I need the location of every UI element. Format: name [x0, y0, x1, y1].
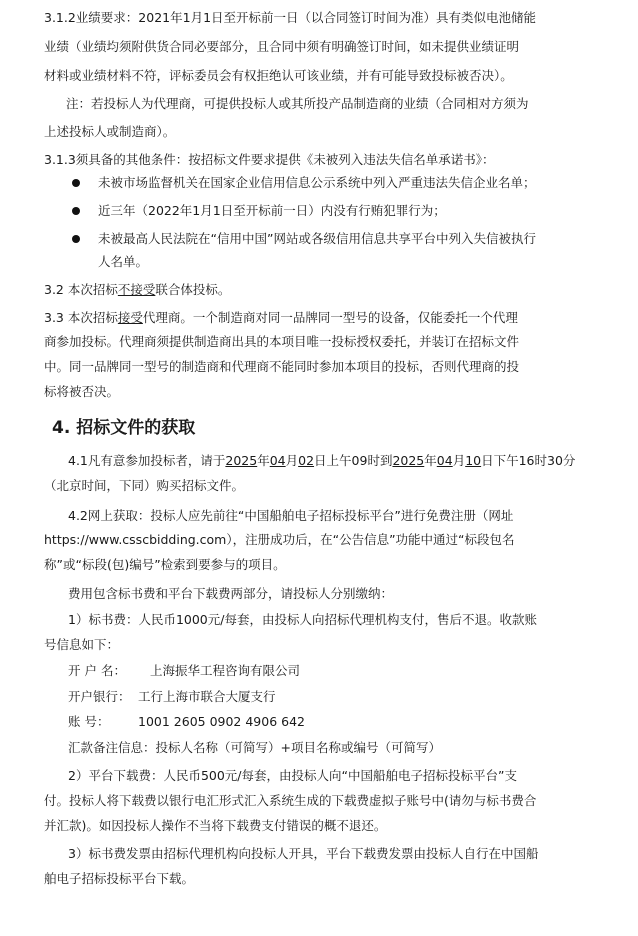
section-3-3-underlined: 接受 [117, 310, 143, 325]
section-3-2-prefix: 3.2 本次招标 [44, 282, 118, 297]
text: 月 [452, 453, 466, 468]
section-4-1-line-1 [68, 451, 575, 471]
bullet-item [72, 226, 602, 252]
bullet-dot-icon [72, 235, 80, 243]
account-number-row [68, 712, 305, 732]
bank-label: 开户银行： [68, 689, 131, 704]
note-line-2: 上述投标人或制造商）。 [44, 124, 176, 139]
bullet-continuation: 人名单。 [98, 254, 149, 269]
section-3-1-2-line-3: 材料或业绩材料不符，评标委员会有权拒绝认可该业绩，并有可能导致投标被否决）。 [44, 68, 513, 83]
text: 年 [424, 453, 437, 468]
bank-row [68, 687, 276, 707]
end-month: 04 [436, 453, 453, 468]
fee-2-line-3: 并汇款)。如因投标人操作不当将下载费支付错误的概不退还。 [44, 818, 387, 833]
section-4-2-line-2: https://www.csscbidding.com），注册成功后，在“公告信息”功能中通过“标段包名 [44, 532, 515, 547]
bullet-dot-icon [72, 207, 80, 215]
text: 4.1凡有意参加投标者，请于 [68, 453, 226, 468]
fee-3-line-1: 3）标书费发票由招标代理机构向投标人开具，平台下载费发票由投标人自行在中国船 [68, 846, 539, 861]
fees-intro: 费用包含标书费和平台下载费两部分，请投标人分别缴纳： [68, 586, 394, 601]
bank-value: 工行上海市联合大厦支行 [138, 689, 276, 704]
section-4-2-line-1: 4.2网上获取：投标人应先前往“中国船舶电子招标投标平台”进行免费注册（网址 [68, 508, 514, 523]
section-4-heading: 4. 招标文件的获取 [52, 418, 196, 438]
remark-value: 投标人名称（可简写）+项目名称或编号（可简写） [155, 740, 441, 755]
text: 年 [257, 453, 270, 468]
bullet-item [72, 170, 602, 196]
section-3-2 [44, 280, 230, 300]
fee-1-line-1: 1）标书费：人民币1000元/每套，由投标人向招标代理机构支付，售后不退。收款账 [68, 612, 537, 627]
bullet-item [72, 198, 602, 224]
bullet-text: 未被最高人民法院在“信用中国”网站或各级信用信息共享平台中列入失信被执行 [98, 231, 536, 246]
start-day: 02 [298, 453, 315, 468]
start-year: 2025 [225, 453, 258, 468]
remark-label: 汇款备注信息： [68, 740, 156, 755]
remark-row [68, 738, 441, 758]
section-3-3-line-4: 标将被否决。 [44, 384, 120, 399]
section-3-3-suffix: 代理商。一个制造商对同一品牌同一型号的设备，仅能委托一个代理 [142, 310, 518, 325]
section-4-2-line-3: 称”或“标段(包)编号”检索到要参与的项目。 [44, 557, 286, 572]
fee-3-line-2: 舶电子招标投标平台下载。 [44, 871, 195, 886]
section-3-1-2-line-1: 3.1.2业绩要求：2021年1月1日至开标前一日（以合同签订时间为准）具有类似电池储能 [44, 10, 537, 25]
bullet-text: 未被市场监督机关在国家企业信用信息公示系统中列入严重违法失信企业名单； [98, 175, 536, 190]
section-4-1-line-2: （北京时间，下同）购买招标文件。 [44, 478, 245, 493]
section-3-1-3-title: 3.1.3须具备的其他条件：按招标文件要求提供《未被列入违法失信名单承诺书》： [44, 152, 495, 167]
text: 日下午16时30分 [481, 453, 576, 468]
note-line-1: 注：若投标人为代理商，可提供投标人或其所投产品制造商的业绩（合同相对方须为 [66, 96, 529, 111]
start-month: 04 [269, 453, 286, 468]
account-number-value: 1001 2605 0902 4906 642 [138, 714, 305, 729]
account-name-row [68, 661, 300, 681]
bullet-text: 近三年（2022年1月1日至开标前一日）内没有行贿犯罪行为； [98, 203, 446, 218]
text: 月 [285, 453, 299, 468]
fee-2-line-1: 2）平台下载费：人民币500元/每套，由投标人向“中国船舶电子招标投标平台”支 [68, 768, 517, 783]
text: 日上午09时到 [314, 453, 393, 468]
bullet-dot-icon [72, 179, 80, 187]
section-3-2-suffix: 联合体投标。 [155, 282, 231, 297]
section-3-2-underlined: 不接受 [117, 282, 156, 297]
section-3-3-line-2: 商参加投标。代理商须提供制造商出具的本项目唯一投标授权委托，并装订在招标文件 [44, 334, 520, 349]
end-year: 2025 [392, 453, 425, 468]
account-name-value: 上海振华工程咨询有限公司 [150, 663, 301, 678]
section-3-3-prefix: 3.3 本次招标 [44, 310, 118, 325]
end-day: 10 [465, 453, 482, 468]
section-3-3-line-1 [44, 308, 518, 328]
account-name-label: 开 户 名： [68, 663, 126, 678]
fee-1-line-2: 号信息如下： [44, 637, 120, 652]
section-3-1-2-line-2: 业绩（业绩均须附供货合同必要部分，且合同中须有明确签订时间，如未提供业绩证明 [44, 39, 520, 54]
section-3-3-line-3: 中。同一品牌同一型号的制造商和代理商不能同时参加本项目的投标，否则代理商的投 [44, 359, 520, 374]
fee-2-line-2: 付。投标人将下载费以银行电汇形式汇入系统生成的下载费虚拟子账号中(请勿与标书费合 [44, 793, 537, 808]
account-number-label: 账 号： [68, 714, 110, 729]
